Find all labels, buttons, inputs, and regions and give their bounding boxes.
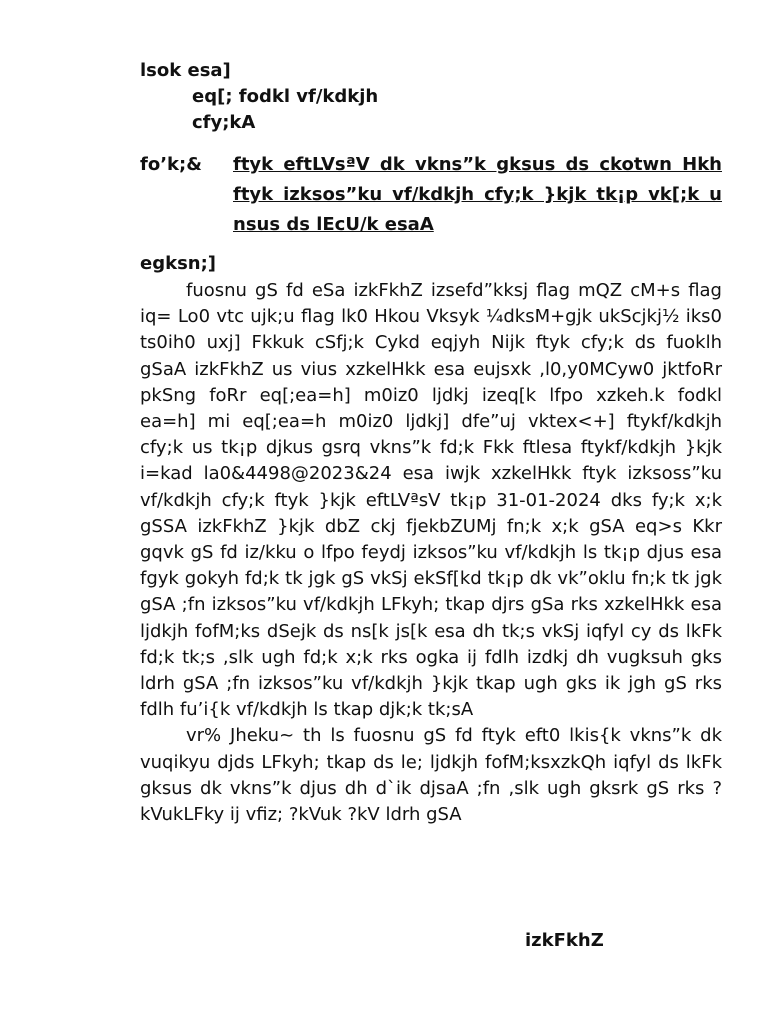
subject-text-container (233, 150, 722, 240)
letter-page (140, 58, 722, 951)
body-paragraph-1: fuosnu gS fd eSa izkFkhZ izsefd”kksj flag mQZ cM+s flag iq= Lo0 vtc ujk;u flag lk0 Hkou Vksyk ¼dksM+gjk ukScjkj½ iks0 ts0ih0 uxj] Fkkuk cSfj;k Cykd eqjyh Nijk ftyk cfy;k ds fuoklh gSaA izkFkhZ us vius xzkelHkk esa eujsxk ,l0,y0MCyw0 jktfoRr pkSng foRr eq[;ea=h] m0iz0 ljdkj izeq[k lfpo xzkeh.k fodkl ea=h] mi eq[;ea=h m0iz0 ljdkj] dfe”uj vktex<+] ftykf/kdkjh cfy;k us tk¡p djkus gsrq vkns”k fd;k Fkk ftlesa ftykf/kdkjh }kjk i=kad la0&4498@2023&24 esa iwjk xzkelHkk ftyk izksoss”ku vf/kdkjh cfy;k ftyk }kjk eftLVªsV tk¡p 31-01-2024 dks fy;k x;k gSSA izkFkhZ }kjk dbZ ckj fjekbZUMj fn;k x;k gSA eq>s Kkr gqvk gS fd iz/kku o lfpo feydj izksos”ku vf/kdkjh ls tk¡p djus esa fgyk gokyh fd;k tk jgk gS vkSj ekSf[kd tk¡p dk vk”oklu fn;k tk jgk gSA ;fn izksos”ku vf/kdkjh LFkyh; tkap djrs gSa rks xzkelHkk esa ljdkjh fofM;ks dSejk ds ns[k js[k esa dh tk;s vkSj iqfyl cy ds lkFk fd;k tk;s ,slk ugh fd;k x;k rks ogka ij fdlh izdkj dh vugksuh gks ldrh gSA ;fn izksos”ku vf/kdkjh }kjk tkap ugh gks ik jgh gS rks fdlh fu’i{k vf/kdkjh ls tkap djk;k tk;sA (140, 280, 722, 721)
subject-text: ftyk eftLVsªV dk vkns”k gksus ds ckotwn Hkh ftyk izksos”ku vf/kdkjh cfy;k }kjk tk¡p vk[;k u nsus ds lEcU/k esaA (233, 154, 722, 235)
salutation: egksn;] (140, 253, 217, 274)
address-line-2: cfy;kA (192, 112, 256, 133)
subject-block (140, 150, 722, 240)
body-paragraph-2: vr% Jheku~ th ls fuosnu gS fd ftyk eft0 lkis{k vkns”k dk vuqikyu djds LFkyh; tkap ds le; ljdkjh fofM;ksxzkQh iqfyl ds lkFk gksus dk vkns”k djus dh d`ik djsaA ;fn ,slk ugh gksrk gS rks ?kVukLFky ij vfiz; ?kVuk ?kV ldrh gSA (140, 725, 722, 826)
signature: izkFkhZ (525, 930, 604, 951)
address-line-1: eq[; fodkl vf/kdkjh (192, 86, 379, 107)
subject-label: fo’k;& (140, 154, 202, 175)
address-to: lsok esa] (140, 60, 231, 81)
